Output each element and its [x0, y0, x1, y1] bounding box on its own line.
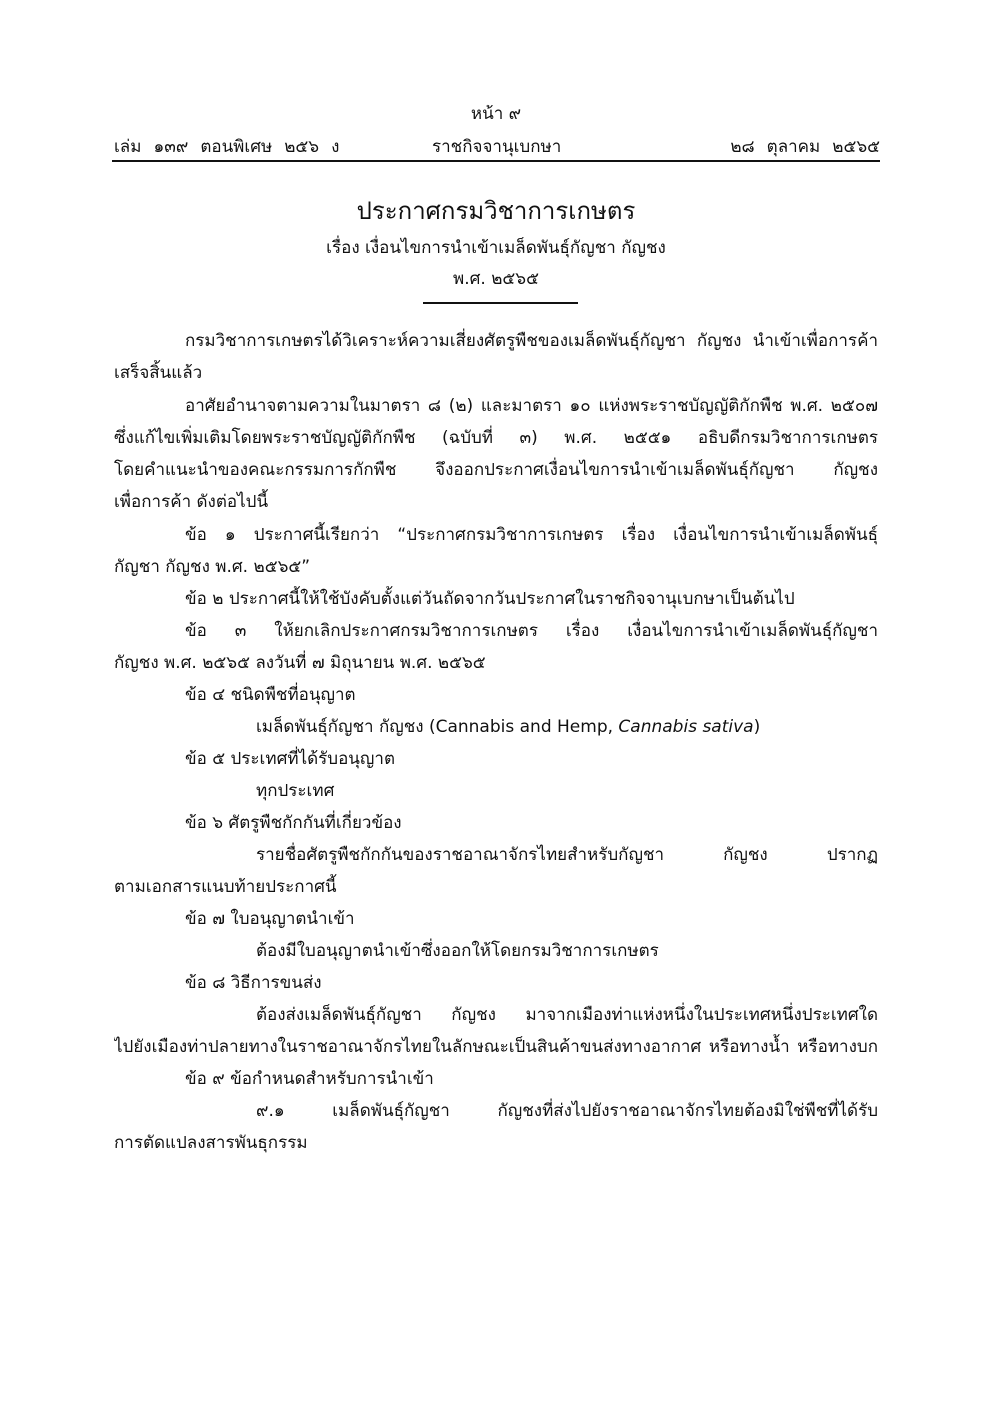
clause-4-close-paren: ) — [753, 717, 761, 737]
section-number: ๒๕๖ — [284, 137, 320, 157]
paragraph-2-line-4: เพื่อการค้า ดังต่อไปนี้ — [114, 492, 269, 512]
clause-1-line-1: ข้อ ๑ ประกาศนี้เรียกว่า “ประกาศกรมวิชาการเกษตร เรื่อง เงื่อนไขการนำเข้าเมล็ดพันธุ์ — [185, 525, 878, 545]
gazette-date — [718, 133, 880, 160]
announcement-year: พ.ศ. ๒๕๖๕ — [453, 269, 539, 289]
clause-7-content: ต้องมีใบอนุญาตนำเข้าซึ่งออกให้โดยกรมวิชาการเกษตร — [256, 941, 659, 961]
paragraph-1-line-1: กรมวิชาการเกษตรได้วิเคราะห์ความเสี่ยงศัตรูพืชของเมล็ดพันธุ์กัญชา กัญชง นำเข้าเพื่อการค้า — [185, 331, 878, 351]
clause-4-content — [256, 713, 760, 740]
clause-6-content-line-2: ตามเอกสารแนบท้ายประกาศนี้ — [114, 877, 337, 897]
paragraph-2-line-3: โดยคำแนะนำของคณะกรรมการกักพืช จึงออกประกาศเงื่อนไขการนำเข้าเมล็ดพันธุ์กัญชา กัญชง — [114, 460, 878, 480]
clause-3-line-2: กัญชง พ.ศ. ๒๕๖๕ ลงวันที่ ๗ มิถุนายน พ.ศ. ๒๕๖๕ — [114, 653, 486, 673]
header-rule — [112, 160, 880, 162]
paragraph-1-line-2: เสร็จสิ้นแล้ว — [114, 363, 203, 383]
clause-9-1-line-1: ๙.๑ เมล็ดพันธุ์กัญชา กัญชงที่ส่งไปยังราชอาณาจักรไทยต้องมิใช่พืชที่ได้รับ — [256, 1101, 878, 1121]
clause-2: ข้อ ๒ ประกาศนี้ให้ใช้บังคับตั้งแต่วันถัดจากวันประกาศในราชกิจจานุเบกษาเป็นต้นไป — [185, 589, 795, 609]
page-number: หน้า ๙ — [470, 104, 522, 124]
gazette-name: ราชกิจจานุเบกษา — [432, 137, 562, 157]
section-letter: ง — [331, 137, 340, 157]
clause-6-heading: ข้อ ๖ ศัตรูพืชกักกันที่เกี่ยวข้อง — [185, 813, 402, 833]
clause-7-heading: ข้อ ๗ ใบอนุญาตนำเข้า — [185, 909, 355, 929]
volume-label: เล่ม — [114, 137, 142, 157]
clause-9-1-line-2: การตัดแปลงสารพันธุกรรม — [114, 1133, 308, 1153]
date-day: ๒๘ — [730, 137, 755, 157]
clause-9-heading: ข้อ ๙ ข้อกำหนดสำหรับการนำเข้า — [185, 1069, 434, 1089]
announcement-title: ประกาศกรมวิชาการเกษตร — [356, 197, 636, 225]
date-year: ๒๕๖๕ — [832, 137, 880, 157]
clause-3-line-1: ข้อ ๓ ให้ยกเลิกประกาศกรมวิชาการเกษตร เรื่อง เงื่อนไขการนำเข้าเมล็ดพันธุ์กัญชา — [185, 621, 878, 641]
clause-6-content-line-1: รายชื่อศัตรูพืชกักกันของราชอาณาจักรไทยสำหรับกัญชา กัญชง ปรากฏ — [256, 845, 878, 865]
clause-4-heading: ข้อ ๔ ชนิดพืชที่อนุญาต — [185, 685, 356, 705]
gazette-volume-info — [114, 133, 351, 160]
clause-8-heading: ข้อ ๘ วิธีการขนส่ง — [185, 973, 322, 993]
clause-4-scientific-name: Cannabis sativa — [618, 717, 754, 737]
section-label: ตอนพิเศษ — [200, 137, 273, 157]
announcement-subject: เรื่อง เงื่อนไขการนำเข้าเมล็ดพันธุ์กัญชา กัญชง — [326, 238, 666, 258]
paragraph-2-line-1: อาศัยอำนาจตามความในมาตรา ๘ (๒) และมาตรา ๑๐ แห่งพระราชบัญญัติกักพืช พ.ศ. ๒๕๐๗ — [185, 396, 878, 416]
title-divider — [423, 302, 578, 304]
clause-5-heading: ข้อ ๕ ประเทศที่ได้รับอนุญาต — [185, 749, 395, 769]
clause-8-content-line-1: ต้องส่งเมล็ดพันธุ์กัญชา กัญชง มาจากเมืองท่าแห่งหนึ่งในประเทศหนึ่งประเทศใด — [256, 1005, 878, 1025]
clause-4-text: เมล็ดพันธุ์กัญชา กัญชง (Cannabis and Hemp, — [256, 717, 619, 737]
paragraph-2-line-2: ซึ่งแก้ไขเพิ่มเติมโดยพระราชบัญญัติกักพืช (ฉบับที่ ๓) พ.ศ. ๒๕๕๑ อธิบดีกรมวิชาการเกษตร — [114, 428, 878, 448]
clause-8-content-line-2: ไปยังเมืองท่าปลายทางในราชอาณาจักรไทยในลักษณะเป็นสินค้าขนส่งทางอากาศ หรือทางน้ำ หรือทางบก — [114, 1037, 878, 1057]
date-month: ตุลาคม — [766, 137, 821, 157]
clause-5-content: ทุกประเทศ — [256, 781, 335, 801]
clause-1-line-2: กัญชา กัญชง พ.ศ. ๒๕๖๕” — [114, 557, 311, 577]
volume-number: ๑๓๙ — [153, 137, 189, 157]
